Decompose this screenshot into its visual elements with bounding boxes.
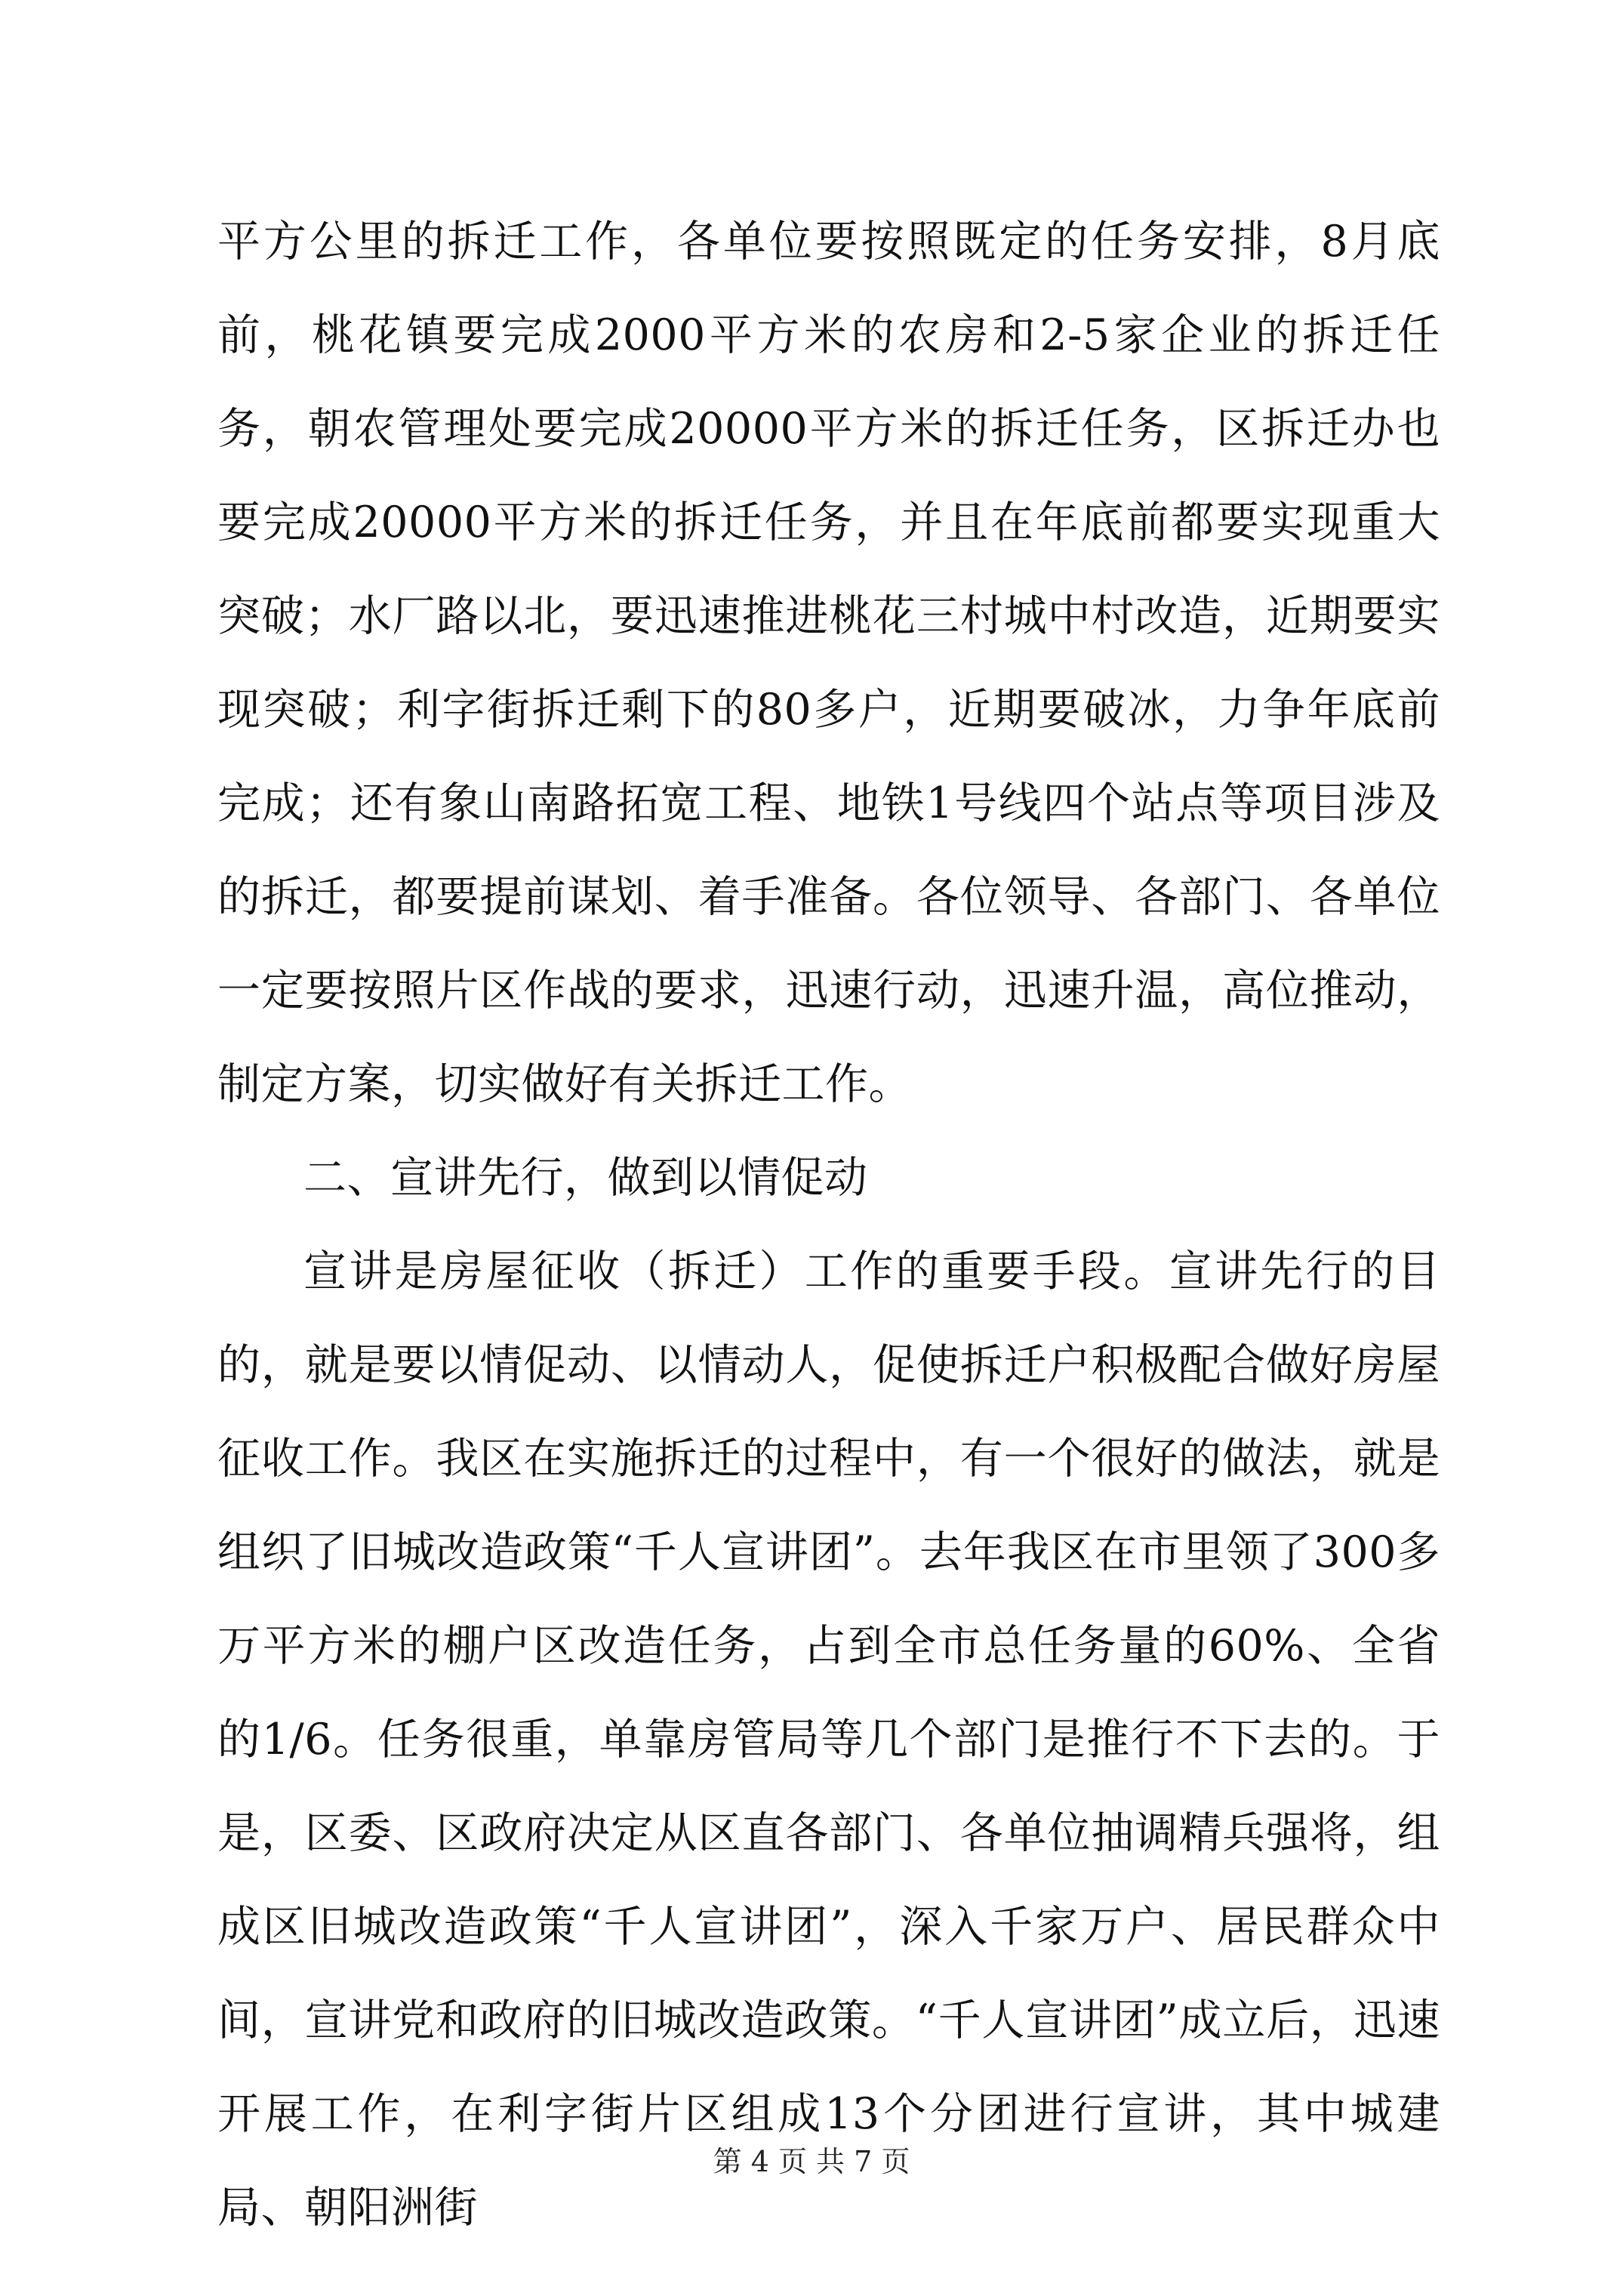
page-footer: 第 4 页 共 7 页: [713, 2145, 910, 2178]
paragraph-continued: 平方公里的拆迁工作，各单位要按照既定的任务安排，8月底前，桃花镇要完成2000平方米的农房和2-5家企业的拆迁任务，朝农管理处要完成20000平方米的拆迁任务，区拆迁办也要完成20000平方米的拆迁任务，并且在年底前都要实现重大突破；水厂路以北，要迅速推进桃花三村城中村改造，近期要实现突破；利字街拆迁剩下的80多户，近期要破冰，力争年底前完成；还有象山南路拓宽工程、地铁1号线四个站点等项目涉及的拆迁，都要提前谋划、着手准备。各位领导、各部门、各单位一定要按照片区作战的要求，迅速行动，迅速升温，高位推动，制定方案，切实做好有关拆迁工作。: [217, 217, 1440, 1109]
section-heading: 二、宣讲先行，做到以情促动: [303, 1153, 868, 1203]
paragraph: 宣讲是房屋征收（拆迁）工作的重要手段。宣讲先行的目的，就是要以情促动、以情动人，促使拆迁户积极配合做好房屋征收工作。我区在实施拆迁的过程中，有一个很好的做法，就是组织了旧城改造政策“千人宣讲团”。去年我区在市里领了300多万平方米的棚户区改造任务，占到全市总任务量的60%、全省的1/6。任务很重，单靠房管局等几个部门是推行不下去的。于是，区委、区政府决定从区直各部门、各单位抽调精兵强将，组成区旧城改造政策“千人宣讲团”，深入千家万户、居民群众中间，宣讲党和政府的旧城改造政策。“千人宣讲团”成立后，迅速开展工作，在利字街片区组成13个分团进行宣讲，其中城建局、朝阳洲街: [217, 1247, 1440, 2233]
body-text: [217, 195, 1440, 2254]
